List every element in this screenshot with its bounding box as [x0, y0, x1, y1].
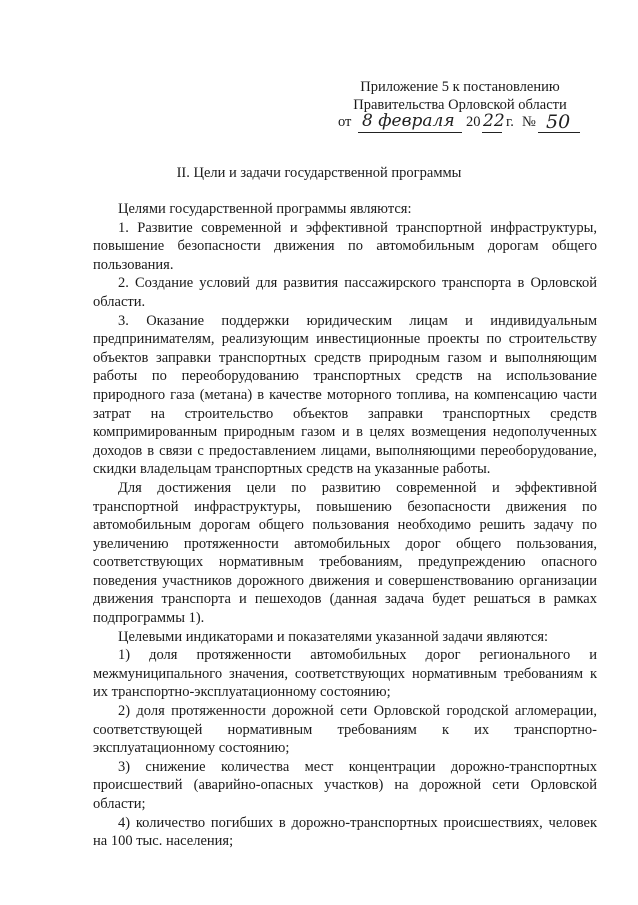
paragraph-goals-intro: Целями государственной программы являются:: [118, 201, 412, 217]
paragraph-indicator-1: 1) доля протяженности автомобильных дорог регионального и межмуниципального значения, соответствующих нормативным требованиям к их транспортно-эксплуатационному состоянию;: [93, 647, 597, 701]
appendix-line-1: Приложение 5 к постановлению: [360, 79, 560, 95]
paragraph-goal-3: 3. Оказание поддержки юридическим лицам и индивидуальным предпринимателям, реализующим инвестиционные проекты по строительству объектов заправки транспортных средств природным газом и выполняющим работы по переоборудованию транспортных средств на использование природного газа (метана) в качестве моторного топлива, на компенсацию части затрат на строительство объектов заправки транспортных средств компримированным природным газом и в целях возмещения недополученных доходов в связи с предоставлением лицами, выполняющими переоборудование, скидки владельцам транспортных средств на указанные работы.: [93, 312, 597, 478]
paragraph-goal-1: 1. Развитие современной и эффективной транспортной инфраструктуры, повышение безопасности движения по автомобильным дорогам общего пользования.: [93, 219, 597, 273]
date-underline: [358, 132, 462, 133]
appendix-header: [330, 78, 590, 114]
year-label: г.: [506, 114, 514, 130]
paragraph-goal-2: 2. Создание условий для развития пассажирского транспорта в Орловской области.: [93, 275, 597, 310]
paragraph-indicator-3: 3) снижение количества мест концентрации дорожно-транспортных происшествий (аварийно-опасных участков) на дорожной сети Орловской области;: [93, 758, 597, 812]
paragraph-indicator-4: 4) количество погибших в дорожно-транспортных происшествиях, человек на 100 тыс. населения;: [93, 814, 597, 850]
section-title: II. Цели и задачи государственной программы: [176, 165, 462, 181]
decree-date-number-line: [338, 111, 598, 138]
appendix-line-2: Правительства Орловской области: [353, 97, 567, 113]
number-label: №: [522, 114, 536, 130]
ot-label: от: [338, 114, 352, 130]
paragraph-indicators-intro: Целевыми индикаторами и показателями указанной задачи являются:: [118, 628, 549, 645]
handwritten-year: 22: [483, 111, 505, 131]
paragraph-indicator-2: 2) доля протяженности дорожной сети Орловской городской агломерации, соответствующей нормативным требованиям к их транспортно-эксплуатационному состоянию;: [93, 703, 597, 757]
handwritten-date: 8 февраля: [362, 111, 455, 131]
year-underline: [482, 132, 502, 133]
handwritten-number: 50: [546, 111, 571, 133]
paragraph-task: Для достижения цели по развитию современной и эффективной транспортной инфраструктуры, повышению безопасности движения по автомобильным дорогам общего пользования необходимо решить задачу по увеличению протяженности автомобильных дорог общего пользования, соответствующих нормативным требованиям, предупреждению опасного поведения участников дорожного движения и совершенствованию организации движения транспорта и пешеходов (данная задача будет решаться в рамках подпрограммы 1).: [93, 479, 597, 627]
document-body: [93, 200, 597, 851]
year-prefix: 20: [466, 114, 481, 130]
